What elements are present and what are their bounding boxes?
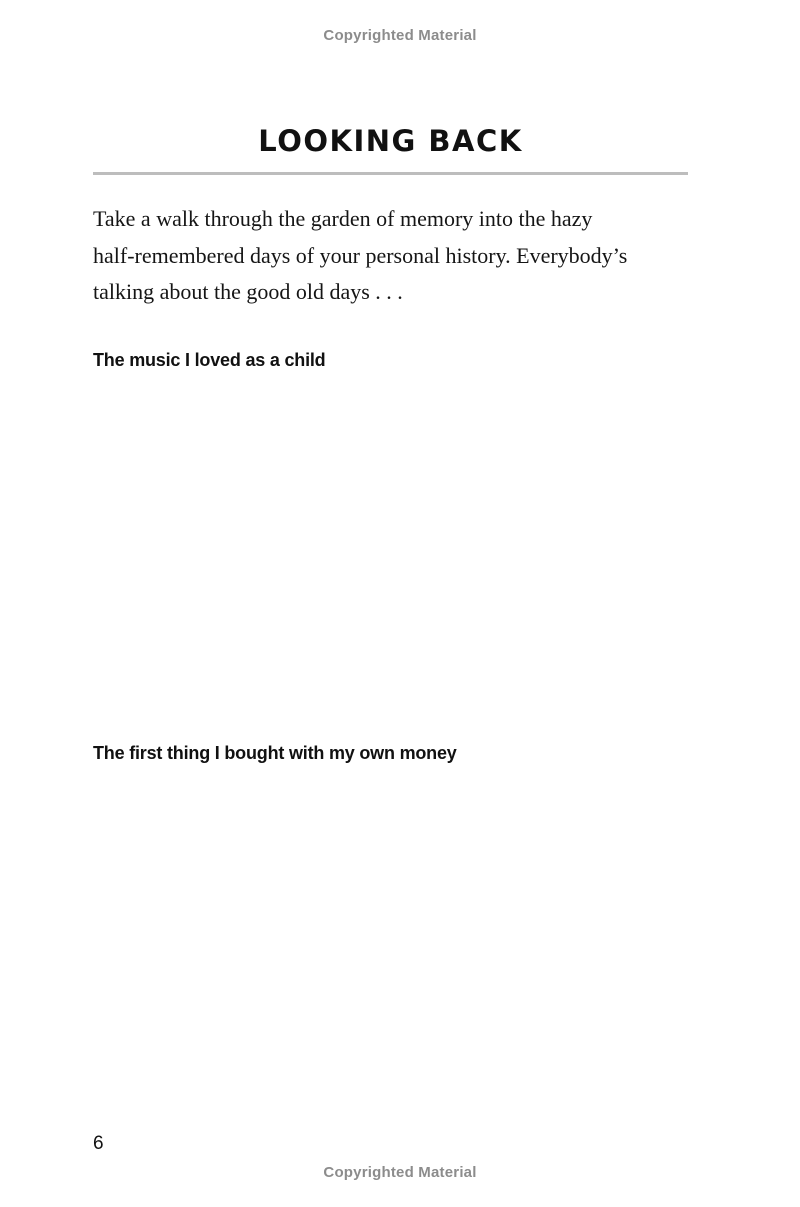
page-title: LOOKING BACK	[258, 124, 523, 158]
intro-line: half-remembered days of your personal history. Everybody’s	[93, 242, 628, 268]
intro-line: Take a walk through the garden of memory into the hazy	[93, 206, 593, 231]
title-divider	[93, 172, 688, 175]
intro-paragraph	[93, 201, 693, 311]
answer-space-first-purchase[interactable]	[93, 778, 688, 1118]
page-number: 6	[93, 1133, 104, 1154]
answer-space-music[interactable]	[93, 385, 688, 725]
copyright-watermark-top: Copyrighted Material	[323, 27, 477, 44]
prompt-music-loved-as-child: The music I loved as a child	[93, 350, 326, 370]
copyright-watermark-bottom: Copyrighted Material	[323, 1164, 477, 1181]
prompt-first-purchase: The first thing I bought with my own money	[93, 743, 457, 763]
intro-line: talking about the good old days . . .	[93, 279, 403, 304]
